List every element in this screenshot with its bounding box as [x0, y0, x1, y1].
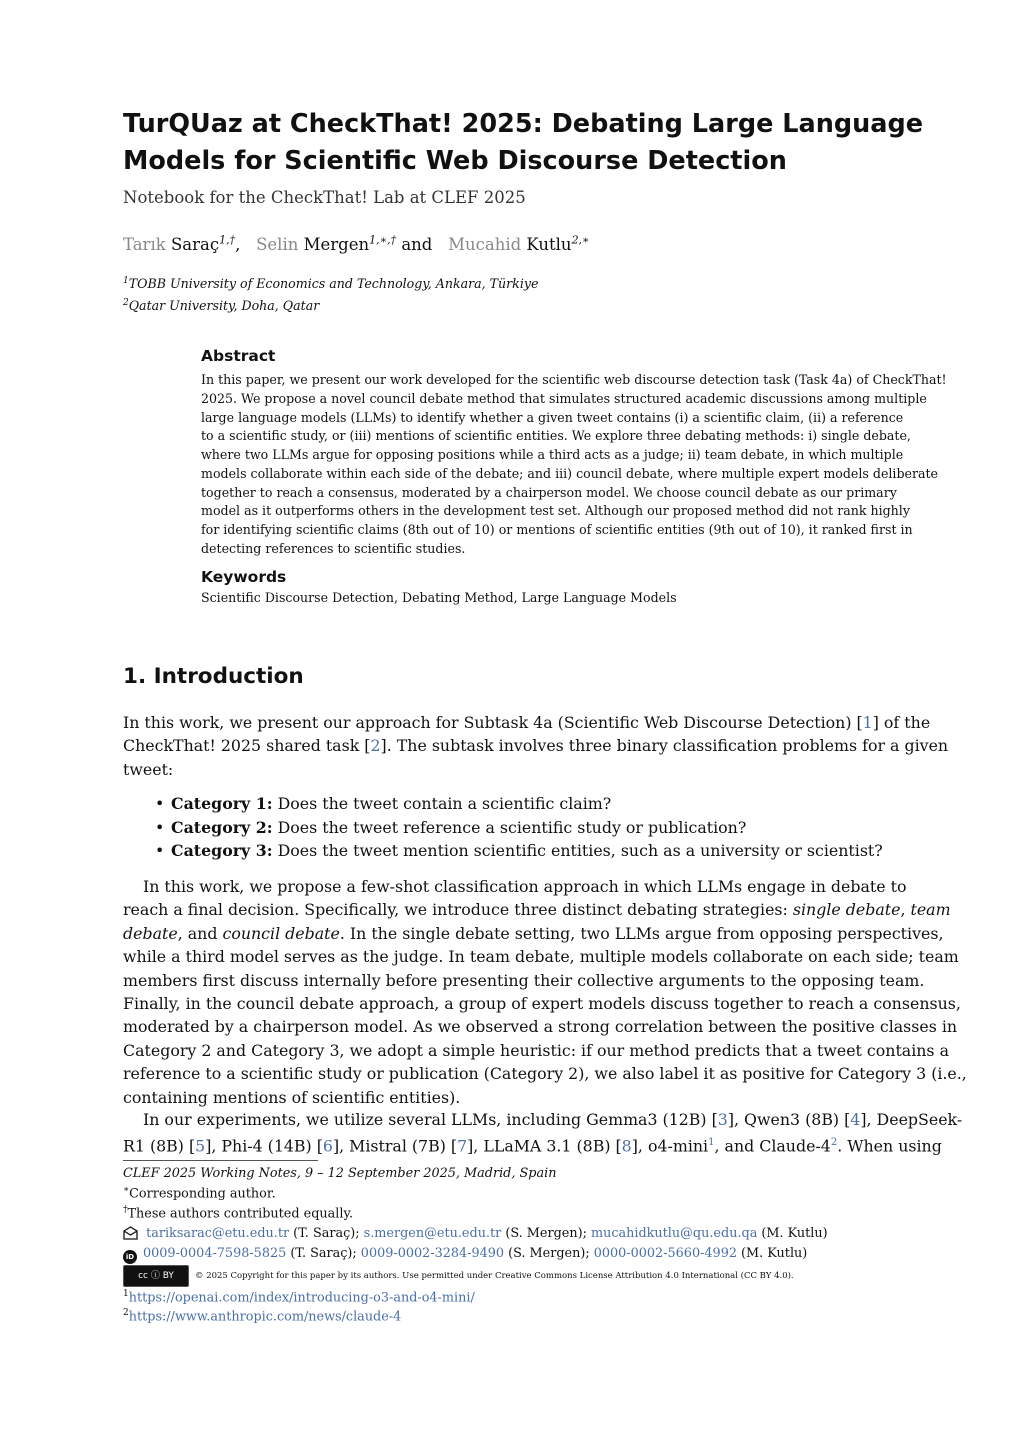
- orcid-link[interactable]: 0009-0004-7598-5825: [143, 1246, 287, 1261]
- author-mergen: Selin Mergen$^{1,∗,\dagger}$ and: [256, 233, 443, 254]
- footnote-url-link[interactable]: https://www.anthropic.com/news/claude-4: [128, 1309, 402, 1325]
- intro-paragraph-3: In our experiments, we utilize several LLMs, including Gemma3 (12B) [3], Qwen3 (8B) [4], DeepSeek- R1 (8B) [5], Phi-4 (14B) [6], Mistral (7B) [7], LLaMA 3.1 (8B) [8], o4-mini$^1$, and Claude-4$^2$. When using: [123, 1110, 963, 1156]
- list-item: • Category 2: Does the tweet reference a scientific study or publication?: [155, 817, 747, 837]
- footnote-link[interactable]: 1: [708, 1137, 715, 1149]
- abstract-line: detecting references to scientific studies.: [201, 540, 466, 556]
- email-link[interactable]: tariksarac@etu.edu.tr: [146, 1226, 290, 1241]
- corresponding-note: ∗Corresponding author.: [123, 1185, 276, 1202]
- orcid-line: iD 0009-0004-7598-5825 (T. Saraç); 0009-0002-3284-9490 (S. Mergen); 0000-0002-5660-4992 (M. Kutlu): [123, 1246, 807, 1264]
- title-line-1: TurQUaz at CheckThat! 2025: Debating Large Language: [123, 109, 924, 139]
- intro-paragraph-1: In this work, we present our approach for Subtask 4a (Scientific Web Discourse Detection) [1] of the CheckThat! 2025 shared task [2]. The subtask involves three binary classification problems for a given tweet:: [123, 713, 949, 779]
- copyright-text: © 2025 Copyright for this paper by its authors. Use permitted under Creative Commons License Attribution 4.0 International (CC BY 4.0).: [195, 1271, 794, 1281]
- abstract-line: together to reach a consensus, moderated by a chairperson model. We choose council debate as our primary: [201, 484, 897, 500]
- envelope-icon: [123, 1226, 138, 1240]
- abstract-heading: Abstract: [201, 347, 276, 365]
- citation-link[interactable]: 2: [370, 736, 381, 756]
- author-kutlu: Mucahid Kutlu$^{2,∗}$: [448, 233, 590, 254]
- cc-by-badge-icon: cc ⓘ BY: [123, 1265, 189, 1287]
- keywords-text: Scientific Discourse Detection, Debating Method, Large Language Models: [201, 590, 677, 605]
- list-item: • Category 3: Does the tweet mention scientific entities, such as a university or scientist?: [155, 841, 883, 861]
- section-heading-introduction: 1. Introduction: [123, 664, 304, 689]
- email-link[interactable]: mucahidkutlu@qu.edu.qa: [590, 1226, 758, 1241]
- orcid-icon: iD: [123, 1250, 137, 1264]
- author-list: [123, 233, 590, 254]
- footnote-2: $^2$https://www.anthropic.com/news/claude-4: [123, 1308, 402, 1325]
- abstract-line: models collaborate within each side of the debate; and iii) council debate, where multiple expert models deliberate: [201, 465, 939, 481]
- abstract-line: 2025. We propose a novel council debate method that simulates structured academic discussions among multiple: [201, 390, 927, 406]
- citation-link[interactable]: 8: [621, 1136, 632, 1156]
- citation-link[interactable]: 4: [850, 1110, 861, 1129]
- author-saracc: Tarık Saraç$^{1,\dagger}$,: [123, 233, 251, 254]
- orcid-link[interactable]: 0000-0002-5660-4992: [593, 1246, 737, 1261]
- equal-contribution-note: †These authors contributed equally.: [123, 1205, 354, 1222]
- footnote-divider: [123, 1160, 318, 1161]
- abstract-line: for identifying scientific claims (8th out of 10) or mentions of scientific entities (9th out of 10), it ranked first in: [201, 522, 913, 537]
- license-line: [123, 1265, 794, 1287]
- citation-link[interactable]: 3: [717, 1110, 728, 1129]
- paper-title: [123, 106, 924, 180]
- affiliation-2: $^2$Qatar University, Doha, Qatar: [123, 298, 320, 314]
- paper-subtitle: Notebook for the CheckThat! Lab at CLEF 2025: [123, 188, 526, 207]
- citation-link[interactable]: 6: [322, 1136, 333, 1156]
- list-item: • Category 1: Does the tweet contain a scientific claim?: [155, 794, 612, 813]
- intro-paragraph-2: In this work, we propose a few-shot classification approach in which LLMs engage in debate to reach a final decision. Specifically, we introduce three distinct debating strategies: single debate, team debate, and council debate. In the single debate setting, two LLMs argue from opposing perspectives, while a third model serves as the judge. In team debate, multiple models collaborate on each side; team members first discuss internally before presenting their collective arguments to the opposing team. Finally, in the council debate approach, a group of expert models discuss together to reach a consensus, moderated by a chairperson model. As we observed a strong correlation between the positive classes in Category 2 and Category 3, we adopt a simple heuristic: if our method predicts that a tweet contains a reference to a scientific study or publication (Category 2), we also label it as positive for Category 3 (i.e., containing mentions of scientific entities).: [123, 877, 967, 1107]
- keywords-heading: Keywords: [201, 568, 287, 586]
- abstract-body: [201, 371, 947, 559]
- abstract-line: to a scientific study, or (iii) mentions of scientific entities. We explore three debating methods: i) single debate,: [201, 428, 911, 444]
- abstract-line: model as it outperforms others in the development test set. Although our proposed method did not rank highly: [201, 503, 910, 519]
- category-list: [155, 792, 883, 863]
- abstract-line: where two LLMs argue for opposing positions while a third acts as a judge; ii) team debate, in which multiple: [201, 447, 904, 462]
- email-line: tariksarac@etu.edu.tr (T. Saraç); s.mergen@etu.edu.tr (S. Mergen); mucahidkutlu@qu.edu.qa (M. Kutlu): [123, 1226, 828, 1241]
- citation-link[interactable]: 7: [457, 1136, 468, 1156]
- footnote-1: $^1$https://openai.com/index/introducing-o3-and-o4-mini/: [123, 1289, 475, 1306]
- affiliation-1: $^1$TOBB University of Economics and Technology, Ankara, Türkiye: [123, 276, 539, 292]
- citation-link[interactable]: 5: [195, 1136, 206, 1156]
- abstract-line: large language models (LLMs) to identify whether a given tweet contains (i) a scientific claim, (ii) a reference: [201, 409, 904, 425]
- citation-link[interactable]: 1: [862, 713, 873, 732]
- footnote-link[interactable]: 2: [830, 1137, 838, 1149]
- venue-note: CLEF 2025 Working Notes, 9 – 12 September 2025, Madrid, Spain: [123, 1166, 557, 1181]
- title-line-2: Models for Scientific Web Discourse Detection: [123, 146, 787, 176]
- abstract-line: In this paper, we present our work developed for the scientific web discourse detection task (Task 4a) of CheckThat!: [201, 372, 947, 387]
- email-link[interactable]: s.mergen@etu.edu.tr: [363, 1226, 502, 1241]
- footnote-url-link[interactable]: https://openai.com/index/introducing-o3-and-o4-mini/: [128, 1290, 475, 1306]
- orcid-link[interactable]: 0009-0002-3284-9490: [360, 1246, 505, 1261]
